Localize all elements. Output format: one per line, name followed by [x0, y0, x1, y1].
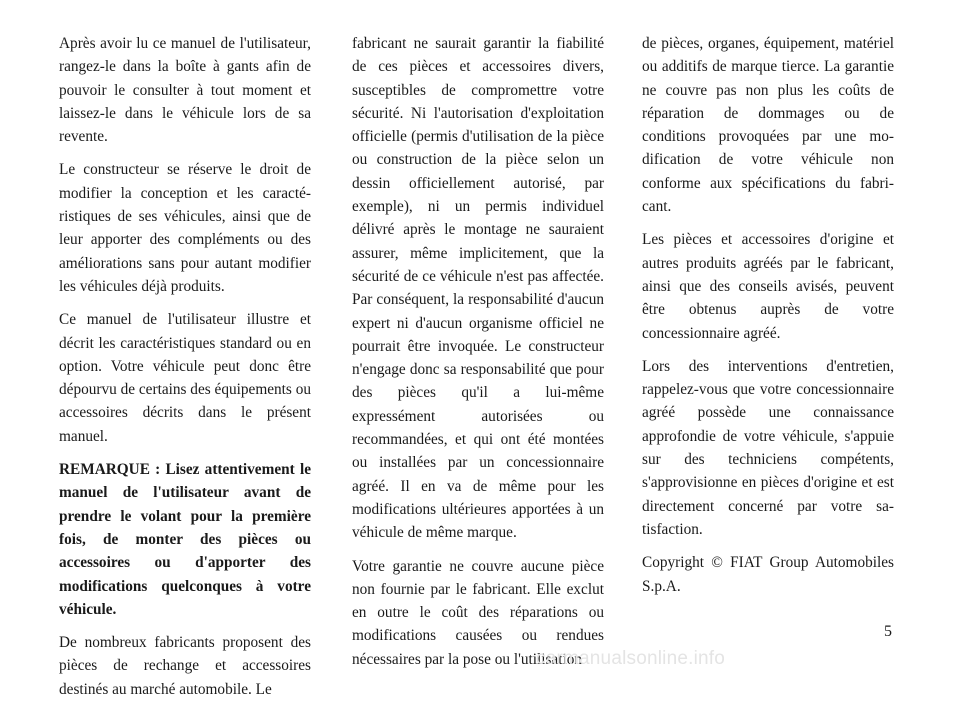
remark-paragraph: REMARQUE : Lisez attentivement le manuel de l'utilisateur avant de prendre le volant pour la première fois, de monter des pièces ou accessoires ou d'apporter des modifications quelconques à votre véhicule. — [59, 461, 311, 618]
watermark: carmanualsonline.info — [536, 648, 726, 669]
paragraph: Après avoir lu ce manuel de l'utilisateur, rangez-le dans la boîte à gants afin de pouvoir le consulter à tout moment et laissez-le dans le véhicule lors de sa revente. — [59, 35, 311, 146]
paragraph: Les pièces et accessoires d'origine et autres produits agréés par le fabricant, ainsi que des conseils avisés, peuvent être obtenus auprès de votre concessionnaire agréé. — [642, 231, 894, 342]
paragraph: de pièces, organes, équipement, matériel ou additifs de marque tierce. La garantie ne couvre pas non plus les coûts de réparation de dommages ou de conditions provoquées par une modification de votre véhicule non conforme aux spécifications du fabricant. — [642, 35, 894, 216]
paragraph: Votre garantie ne couvre aucune pièce non fournie par le fabricant. Elle exclut en outre le coût des réparations ou modifications causées ou rendues nécessaires par la pose ou l'utilisation — [352, 557, 604, 668]
paragraph: Ce manuel de l'utilisateur illustre et décrit les caractéristiques standard ou en option. Votre véhicule peut donc être dépourvu de certains des équipements ou accessoires décrits dans le présent manuel. — [59, 311, 311, 445]
paragraph: De nombreux fabricants proposent des pièces de rechange et accessoires destinés au marché automobile. Le — [59, 634, 311, 698]
text-column-2 — [352, 32, 604, 681]
paragraph: Le constructeur se réserve le droit de modifier la conception et les caractéristiques de ses véhicules, ainsi que de leur apporter des compléments ou des améliorations sans pour autant modifier les véhicules déjà produits. — [59, 161, 311, 295]
text-column-3 — [642, 32, 894, 608]
page-number: 5 — [884, 623, 892, 640]
paragraph: Lors des interventions d'entretien, rappelez-vous que votre concessionnaire agréé possède une connaissance approfondie de votre véhicule, s'appuie sur des techniciens compétents, s'approvisionne en pièces d'origine et est directement concerné par votre satisfaction. — [642, 357, 894, 538]
paragraph: fabricant ne saurait garantir la fiabilité de ces pièces et accessoires divers, susceptibles de compromettre votre sécurité. Ni l'autorisation d'exploitation officielle (permis d'utilisation de la pièce ou construction de la pièce selon un dessin officiellement autorisé, par exemple), ni un permis individuel délivré après le montage ne sauraient assurer, même implicitement, que la sécurité de ce véhicule n'est pas affectée. Par conséquent, la responsabilité d'aucun expert ni d'aucun organisme officiel ne pourrait être invoquée. Le constructeur n'engage donc sa responsabilité que pour des pièces qu'il a lui-même expressément autorisées ou recommandées, et qui ont été montées ou installées par un concessionnaire agréé. Il en va de même pour les modifications ultérieures apportées à un véhicule de même marque. — [352, 35, 604, 542]
text-column-1 — [59, 32, 311, 711]
copyright-paragraph: Copyright © FIAT Group Automobiles S.p.A. — [642, 554, 894, 595]
